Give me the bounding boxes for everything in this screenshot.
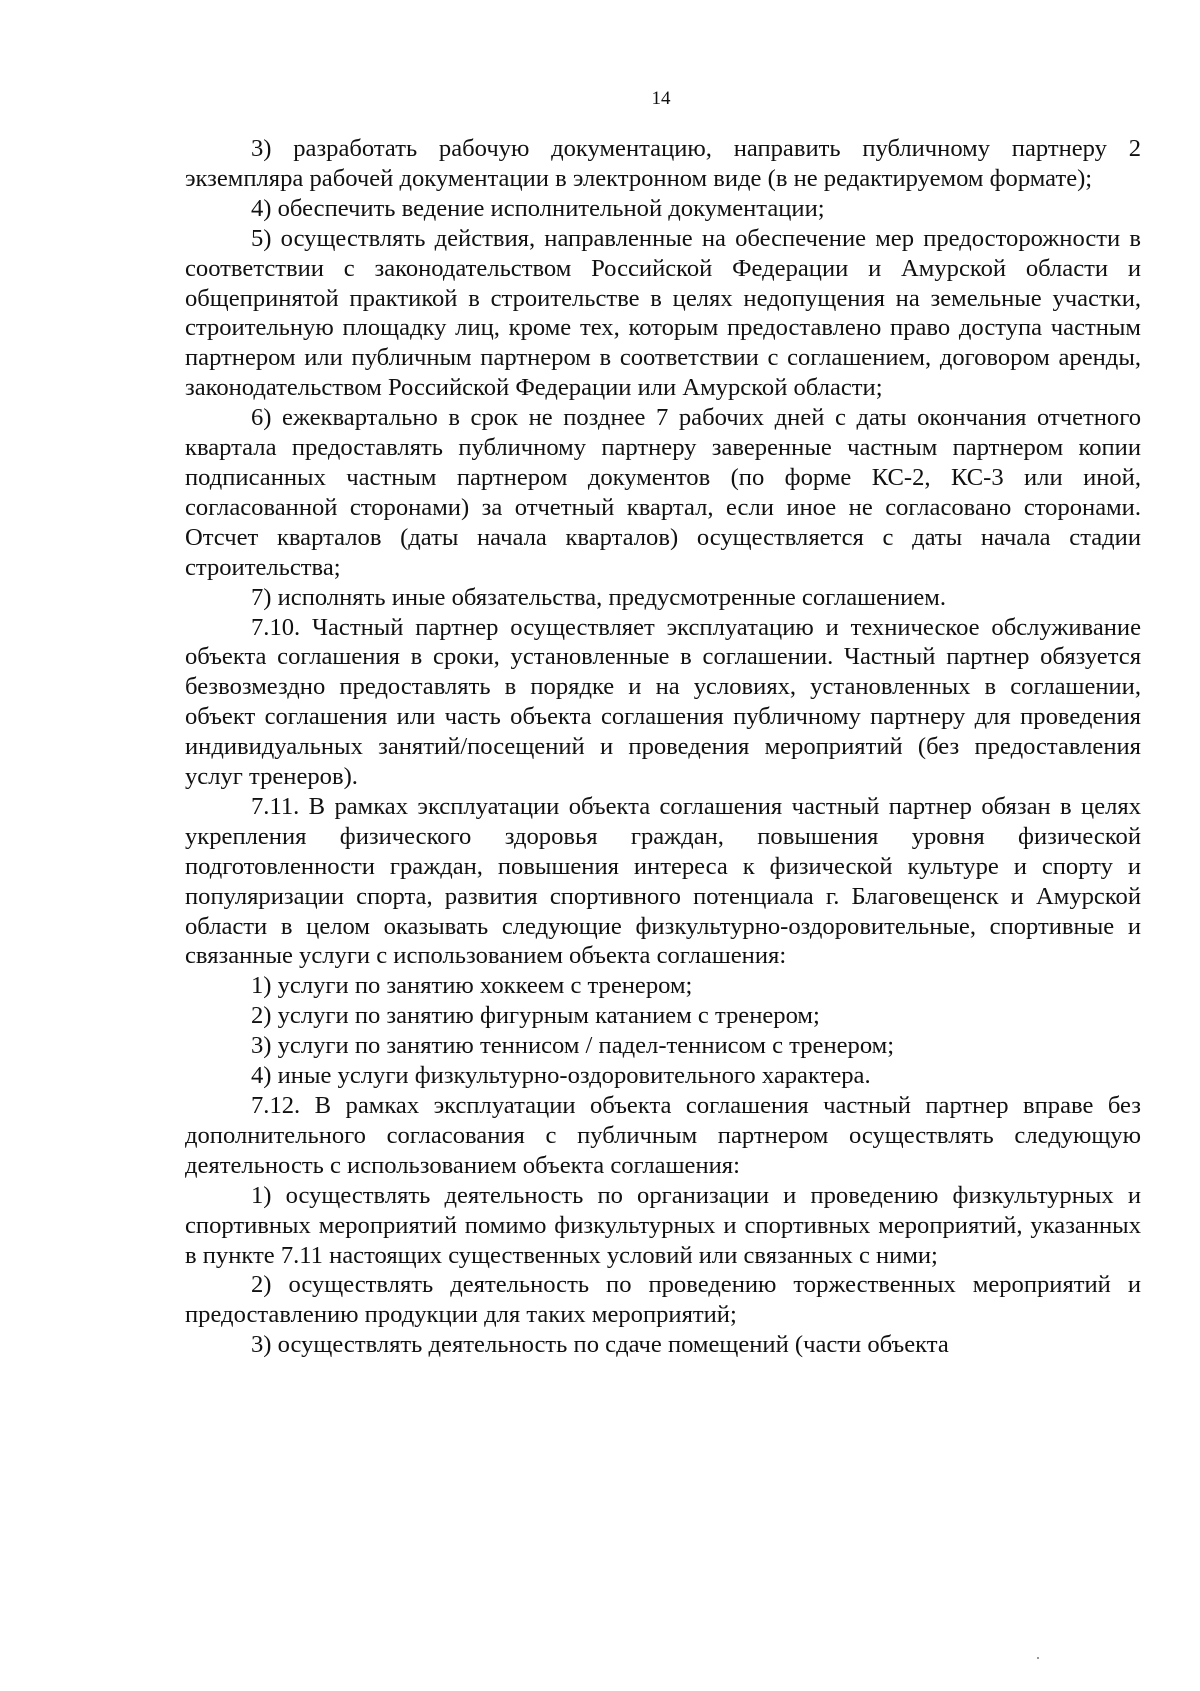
clause-7-10: 7.10. Частный партнер осуществляет эксплуатацию и техническое обслуживание объекта соглашения в сроки, установленные в соглашении. Частный партнер обязуется безвозмездно предоставлять в порядке и на условиях, установленных в соглашении, объект соглашения или часть объекта соглашения публичному партнеру для проведения индивидуальных занятий/посещений и проведения мероприятий (без предоставления услуг тренеров). bbox=[185, 613, 1141, 791]
paragraph-item-6: 6) ежеквартально в срок не позднее 7 рабочих дней с даты окончания отчетного квартала предоставлять публичному партнеру заверенные частным партнером копии подписанных частным партнером документов (по форме КС-2, КС-3 или иной, согласованной сторонами) за отчетный квартал, если иное не согласовано сторонами. Отсчет кварталов (даты начала кварталов) осуществляется с даты начала стадии строительства; bbox=[185, 404, 1141, 581]
service-item-4: 4) иные услуги физкультурно-оздоровительного характера. bbox=[251, 1062, 871, 1090]
clause-7-11: 7.11. В рамках эксплуатации объекта соглашения частный партнер обязан в целях укрепления физического здоровья граждан, повышения уровня физической подготовленности граждан, повышения интереса к физической культуре и спорту и популяризации спорта, развития спортивного потенциала г. Благовещенск и Амурской области в целом оказывать следующие физкультурно-оздоровительные, спортивные и связанные услуги с использованием объекта соглашения: bbox=[185, 792, 1141, 970]
paragraph-item-3: 3) разработать рабочую документацию, направить публичному партнеру 2 экземпляра рабочей документации в электронном виде (в не редактируемом формате); bbox=[185, 135, 1141, 192]
paragraph-item-4: 4) обеспечить ведение исполнительной документации; bbox=[251, 194, 825, 222]
service-item-2: 2) услуги по занятию фигурным катанием с тренером; bbox=[251, 1002, 820, 1030]
service-item-1: 1) услуги по занятию хоккеем с тренером; bbox=[251, 972, 693, 1000]
activity-item-3: 3) осуществлять деятельность по сдаче помещений (части объекта bbox=[251, 1331, 949, 1359]
activity-item-1: 1) осуществлять деятельность по организации и проведению физкультурных и спортивных мероприятий помимо физкультурных и спортивных мероприятий, указанных в пункте 7.11 настоящих существенных условий или связанных с ними; bbox=[185, 1181, 1141, 1269]
document-body bbox=[185, 134, 1141, 1360]
scan-speck bbox=[1037, 1657, 1039, 1659]
page-number: 14 bbox=[651, 88, 671, 109]
clause-7-12: 7.12. В рамках эксплуатации объекта соглашения частный партнер вправе без дополнительного согласования с публичным партнером осуществлять следующую деятельность с использованием объекта соглашения: bbox=[185, 1092, 1141, 1179]
paragraph-item-5: 5) осуществлять действия, направленные на обеспечение мер предосторожности в соответствии с законодательством Российской Федерации и Амурской области и общепринятой практикой в строительстве в целях недопущения на земельные участки, строительную площадку лиц, кроме тех, которым предоставлено право доступа частным партнером или публичным партнером в соответствии с соглашением, договором аренды, законодательством Российской Федерации или Амурской области; bbox=[185, 224, 1141, 402]
activity-item-2: 2) осуществлять деятельность по проведению торжественных мероприятий и предоставлению продукции для таких мероприятий; bbox=[185, 1271, 1141, 1329]
paragraph-item-7: 7) исполнять иные обязательства, предусмотренные соглашением. bbox=[251, 583, 946, 611]
service-item-3: 3) услуги по занятию теннисом / падел-теннисом с тренером; bbox=[251, 1032, 895, 1060]
